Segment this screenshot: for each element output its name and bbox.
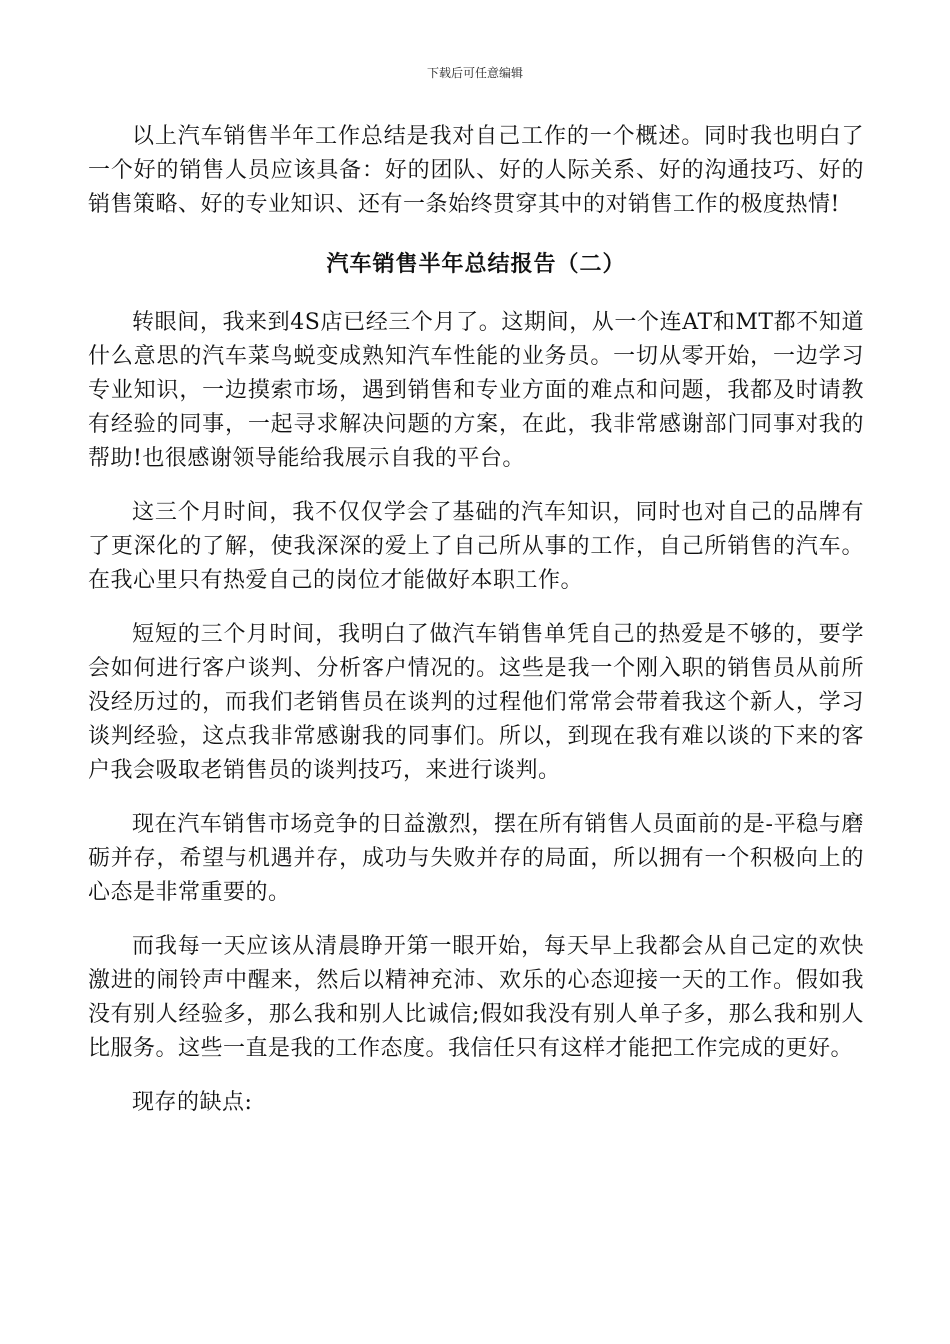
intro-paragraph: 以上汽车销售半年工作总结是我对自己工作的一个概述。同时我也明白了一个好的销售人员应该具备：好的团队、好的人际关系、好的沟通技巧、好的销售策略、好的专业知识、还有一条始终贯穿其中的对销售工作的极度热情!	[88, 124, 864, 217]
paragraph-2: 这三个月时间，我不仅仅学会了基础的汽车知识，同时也对自己的品牌有了更深化的了解，使我深深的爱上了自己所从事的工作，自己所销售的汽车。在我心里只有热爱自己的岗位才能做好本职工作。	[88, 500, 864, 593]
paragraph-3: 短短的三个月时间，我明白了做汽车销售单凭自己的热爱是不够的，要学会如何进行客户谈判、分析客户情况的。这些是我一个刚入职的销售员从前所没经历过的，而我们老销售员在谈判的过程他们常常会带着我这个新人，学习谈判经验，这点我非常感谢我的同事们。所以，到现在我有难以谈的下来的客户我会吸取老销售员的谈判技巧，来进行谈判。	[88, 622, 864, 783]
paragraph-6: 现存的缺点:	[132, 1090, 253, 1115]
section-title: 汽车销售半年总结报告（二）	[326, 252, 626, 277]
paragraph-1: 转眼间，我来到4S店已经三个月了。这期间，从一个连AT和MT都不知道什么意思的汽车菜鸟蜕变成熟知汽车性能的业务员。一切从零开始，一边学习专业知识，一边摸索市场，遇到销售和专业方面的难点和问题，我都及时请教有经验的同事，一起寻求解决问题的方案，在此，我非常感谢部门同事对我的帮助!也很感谢领导能给我展示自我的平台。	[88, 310, 864, 471]
document-body	[88, 120, 864, 1120]
paragraph-5: 而我每一天应该从清晨睁开第一眼开始，每天早上我都会从自己定的欢快激进的闹铃声中醒来，然后以精神充沛、欢乐的心态迎接一天的工作。假如我没有别人经验多，那么我和别人比诚信;假如我没有别人单子多，那么我和别人比服务。这些一直是我的工作态度。我信任只有这样才能把工作完成的更好。	[88, 934, 864, 1061]
paragraph-4: 现在汽车销售市场竞争的日益激烈，摆在所有销售人员面前的是-平稳与磨砺并存，希望与机遇并存，成功与失败并存的局面，所以拥有一个积极向上的心态是非常重要的。	[88, 812, 864, 905]
header-note: 下载后可任意编辑	[426, 66, 523, 80]
